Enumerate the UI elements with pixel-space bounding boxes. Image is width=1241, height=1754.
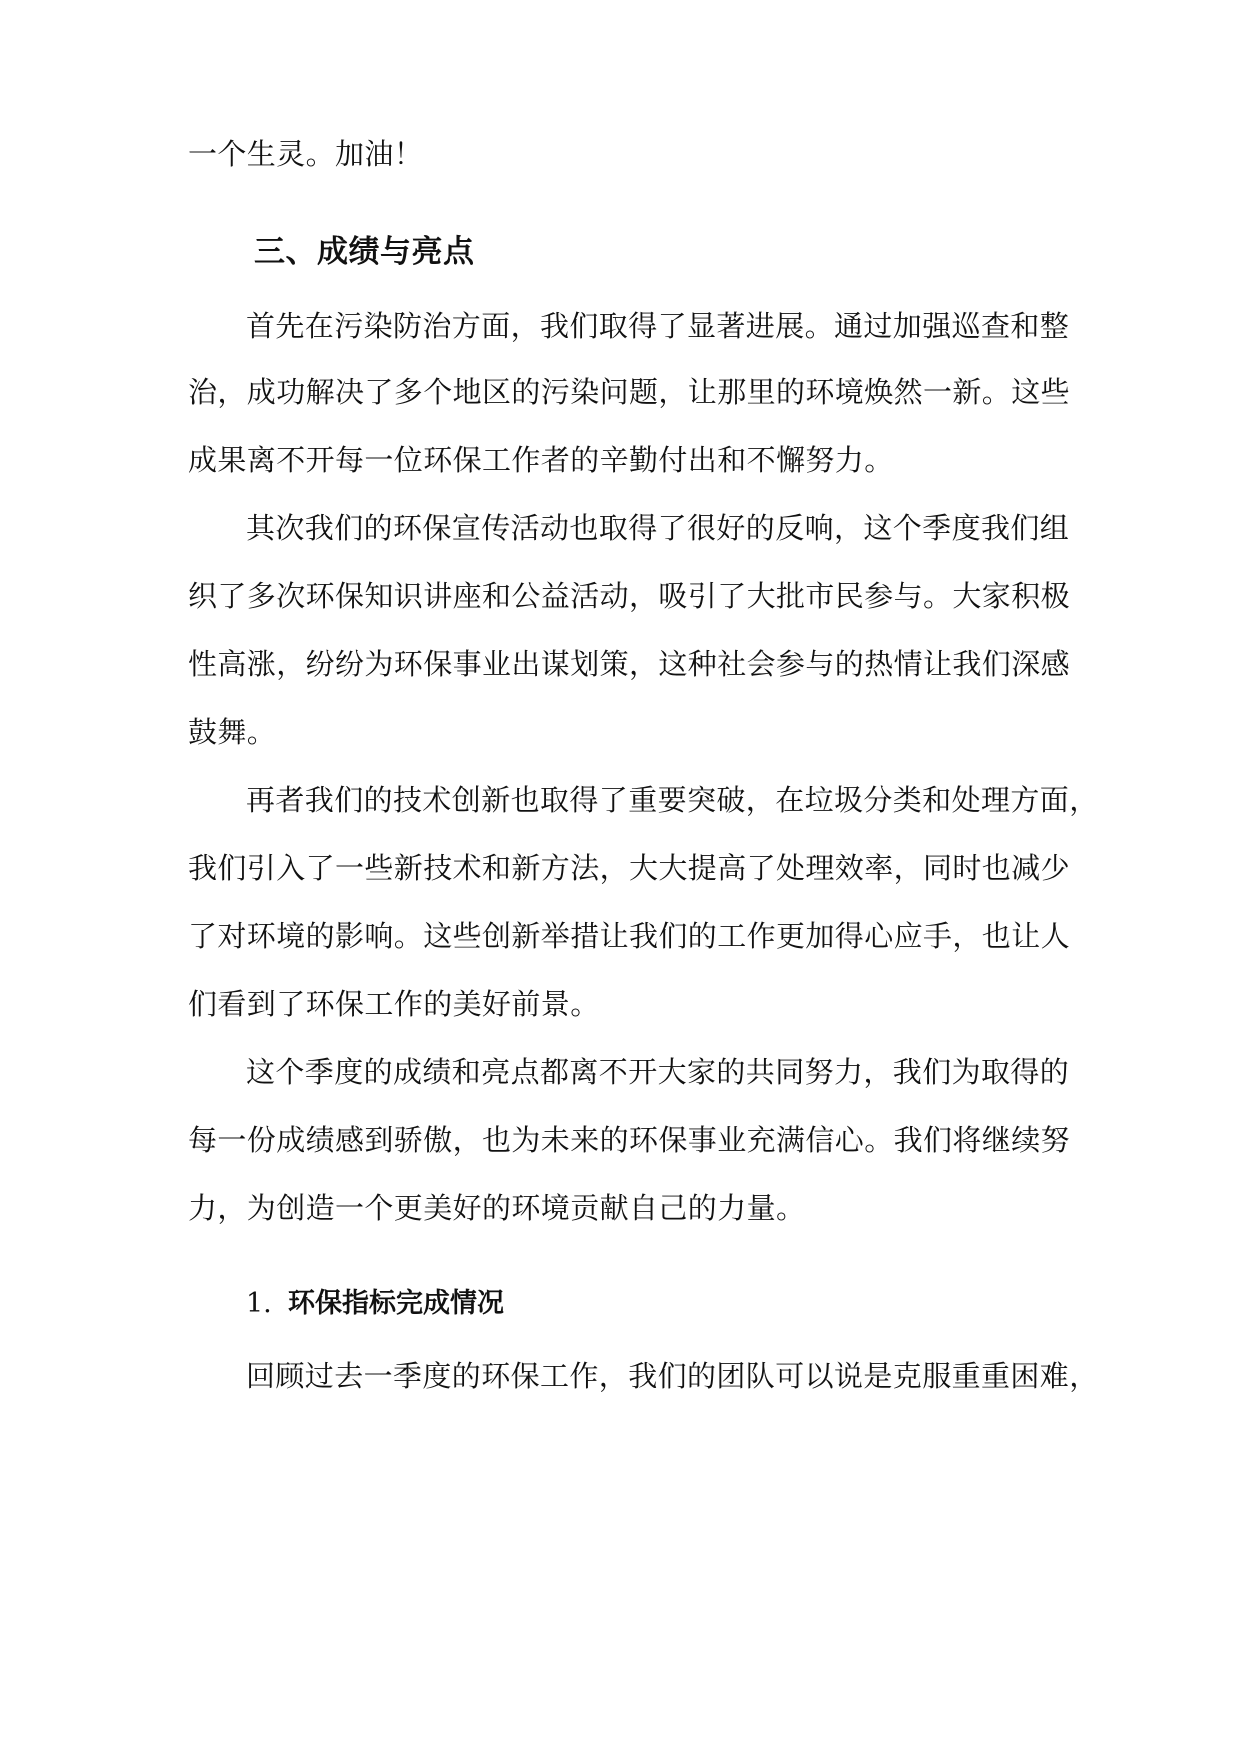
paragraph-3-line-4: 们看到了环保工作的美好前景。 <box>188 987 600 1021</box>
paragraph-1-line-3: 成果离不开每一位环保工作者的辛勤付出和不懈努力。 <box>188 443 894 477</box>
paragraph-2-line-4: 鼓舞。 <box>188 715 277 749</box>
intro-tail-line: 一个生灵。加油！ <box>188 137 424 171</box>
paragraph-3-line-1: 再者我们的技术创新也取得了重要突破，在垃圾分类和处理方面， <box>246 783 1099 817</box>
subsection-title: 环保指标完成情况 <box>288 1288 504 1319</box>
subsection-number: 1. <box>246 1288 272 1319</box>
paragraph-2-line-1: 其次我们的环保宣传活动也取得了很好的反响，这个季度我们组 <box>246 511 1070 545</box>
paragraph-4-line-2: 每一份成绩感到骄傲，也为未来的环保事业充满信心。我们将继续努 <box>188 1123 1071 1157</box>
paragraph-2-line-3: 性高涨，纷纷为环保事业出谋划策，这种社会参与的热情让我们深感 <box>188 647 1071 681</box>
paragraph-2-line-2: 织了多次环保知识讲座和公益活动，吸引了大批市民参与。大家积极 <box>188 579 1071 613</box>
paragraph-4-line-3: 力，为创造一个更美好的环境贡献自己的力量。 <box>188 1191 806 1225</box>
paragraph-1-line-1: 首先在污染防治方面，我们取得了显著进展。通过加强巡查和整 <box>246 309 1070 343</box>
paragraph-3-line-3: 了对环境的影响。这些创新举措让我们的工作更加得心应手，也让人 <box>188 919 1071 953</box>
paragraph-3-line-2: 我们引入了一些新技术和新方法，大大提高了处理效率，同时也减少 <box>188 851 1071 885</box>
subsection-heading <box>246 1284 504 1324</box>
paragraph-1-line-2: 治，成功解决了多个地区的污染问题，让那里的环境焕然一新。这些 <box>188 375 1071 409</box>
final-paragraph-line-1: 回顾过去一季度的环保工作，我们的团队可以说是克服重重困难， <box>246 1359 1099 1393</box>
section-heading: 三、成绩与亮点 <box>254 234 475 270</box>
paragraph-4-line-1: 这个季度的成绩和亮点都离不开大家的共同努力，我们为取得的 <box>246 1055 1070 1089</box>
